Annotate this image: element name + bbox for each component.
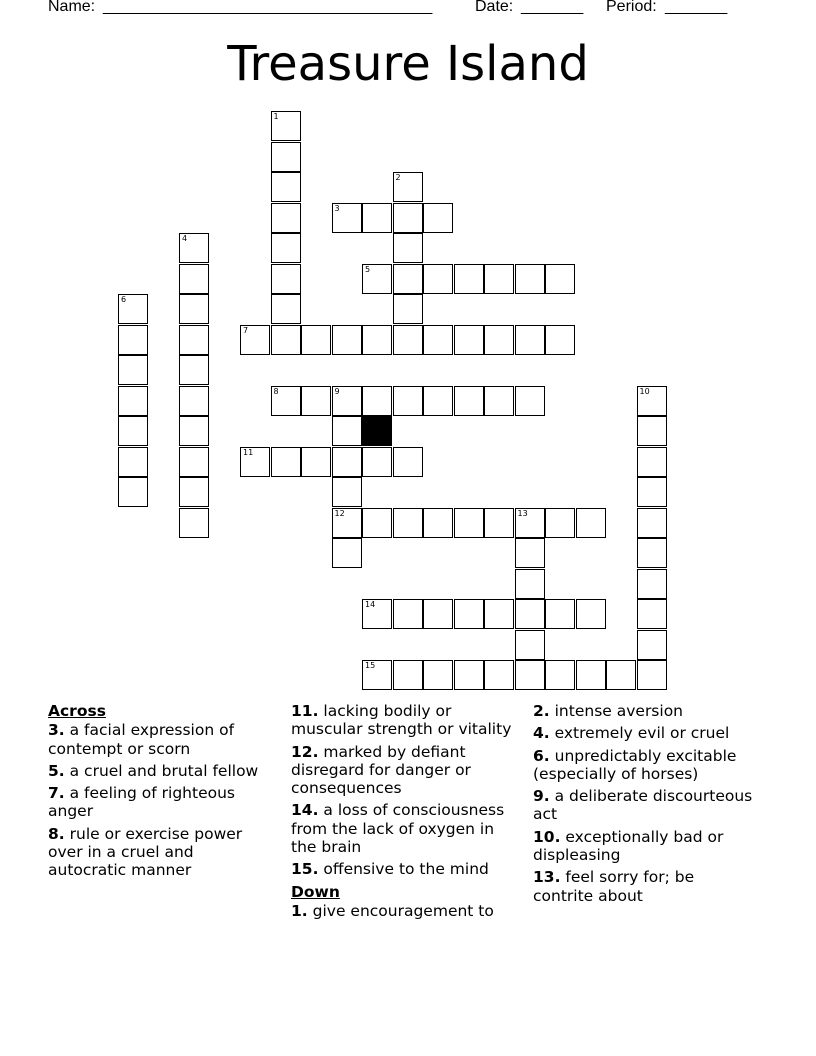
clue-text: rule or exercise power over in a cruel and autocratic manner (48, 824, 243, 880)
grid-cell[interactable] (545, 660, 575, 690)
grid-cell[interactable] (271, 111, 301, 141)
clue-text: a cruel and brutal fellow (69, 761, 259, 780)
grid-cell[interactable] (362, 508, 392, 538)
clue-text: intense aversion (554, 702, 683, 720)
grid-cell[interactable] (362, 264, 392, 294)
grid-cell[interactable] (637, 386, 667, 416)
clue-across-8 (48, 825, 273, 880)
grid-cell[interactable] (118, 355, 148, 385)
name-field[interactable]: _____________________________________ (103, 0, 433, 15)
clue-number: 1. (291, 901, 308, 920)
cell-number: 1 (273, 112, 279, 121)
grid-cell[interactable] (393, 386, 423, 416)
grid-cell[interactable] (515, 386, 545, 416)
grid-cell[interactable] (271, 386, 301, 416)
grid-cell[interactable] (332, 325, 362, 355)
grid-cell[interactable] (637, 508, 667, 538)
grid-cell[interactable] (393, 325, 423, 355)
grid-cell[interactable] (332, 508, 362, 538)
grid-cell[interactable] (393, 447, 423, 477)
clue-number: 5. (48, 761, 65, 780)
grid-cell[interactable] (484, 599, 514, 629)
grid-cell[interactable] (515, 325, 545, 355)
student-info-header (0, 0, 816, 22)
grid-cell[interactable] (179, 386, 209, 416)
clue-down-10 (533, 828, 758, 865)
grid-cell[interactable] (484, 325, 514, 355)
grid-cell[interactable] (271, 142, 301, 172)
grid-cell[interactable] (179, 508, 209, 538)
clue-across-7 (48, 784, 273, 821)
name-label: Name: (48, 0, 96, 15)
grid-cell[interactable] (454, 325, 484, 355)
grid-cell[interactable] (423, 599, 453, 629)
clue-column-1 (48, 702, 273, 884)
grid-cell[interactable] (118, 386, 148, 416)
grid-cell[interactable] (362, 599, 392, 629)
clue-text: a loss of consciousness from the lack of oxygen in the brain (291, 801, 505, 857)
grid-cell[interactable] (545, 508, 575, 538)
grid-cell[interactable] (637, 630, 667, 660)
grid-cell[interactable] (118, 325, 148, 355)
grid-cell[interactable] (362, 203, 392, 233)
grid-cell[interactable] (515, 538, 545, 568)
puzzle-title: Treasure Island (227, 36, 589, 92)
grid-cell[interactable] (240, 447, 270, 477)
grid-cell[interactable] (118, 447, 148, 477)
grid-cell[interactable] (484, 660, 514, 690)
clue-across-14 (291, 801, 523, 856)
grid-cell[interactable] (545, 325, 575, 355)
grid-cell[interactable] (423, 264, 453, 294)
grid-cell[interactable] (454, 660, 484, 690)
grid-cell[interactable] (393, 264, 423, 294)
grid-cell[interactable] (423, 660, 453, 690)
grid-cell[interactable] (179, 294, 209, 324)
grid-cell[interactable] (301, 325, 331, 355)
cell-number: 6 (121, 295, 127, 304)
clue-text: a feeling of righteous anger (48, 784, 235, 821)
clue-number: 12. (291, 742, 319, 761)
clue-number: 10. (533, 827, 561, 846)
clue-number: 9. (533, 787, 550, 806)
grid-cell[interactable] (515, 508, 545, 538)
clue-text: offensive to the mind (323, 860, 489, 879)
clue-number: 3. (48, 721, 65, 740)
cell-number: 11 (243, 447, 254, 457)
clue-column-2 (291, 702, 523, 924)
cell-number: 12 (334, 508, 345, 518)
clue-across-15 (291, 860, 523, 878)
grid-cell[interactable] (606, 660, 636, 690)
clue-down-4 (533, 724, 758, 742)
clue-text: a deliberate discourteous act (533, 787, 753, 824)
cell-number: 7 (243, 325, 249, 335)
clue-text: extremely evil or cruel (554, 724, 730, 743)
cell-number: 5 (365, 264, 371, 274)
black-square (362, 416, 392, 446)
grid-cell[interactable] (179, 325, 209, 355)
cell-number: 13 (517, 508, 528, 518)
grid-cell[interactable] (332, 416, 362, 446)
grid-cell[interactable] (393, 233, 423, 263)
clue-down-13 (533, 868, 758, 905)
cell-number: 8 (273, 386, 279, 396)
clue-across-11 (291, 702, 523, 739)
grid-cell[interactable] (179, 416, 209, 446)
grid-cell[interactable] (423, 508, 453, 538)
clue-column-3 (533, 702, 758, 909)
clue-text: marked by defiant disregard for danger or consequences (291, 742, 471, 798)
clue-number: 13. (533, 868, 561, 887)
clue-number: 7. (48, 784, 65, 803)
grid-cell[interactable] (393, 599, 423, 629)
clue-across-12 (291, 743, 523, 798)
grid-cell[interactable] (484, 386, 514, 416)
cell-number: 4 (182, 234, 188, 243)
clue-number: 2. (533, 702, 550, 720)
grid-cell[interactable] (332, 386, 362, 416)
clue-number: 14. (291, 801, 319, 820)
grid-cell[interactable] (637, 660, 667, 690)
grid-cell[interactable] (271, 233, 301, 263)
grid-cell[interactable] (637, 599, 667, 629)
grid-cell[interactable] (332, 538, 362, 568)
grid-cell[interactable] (576, 660, 606, 690)
clue-down-1 (291, 902, 523, 920)
clue-down-2 (533, 702, 758, 720)
grid-cell[interactable] (332, 203, 362, 233)
clue-across-5 (48, 762, 273, 780)
grid-cell[interactable] (362, 660, 392, 690)
cell-number: 15 (365, 661, 376, 670)
grid-cell[interactable] (515, 599, 545, 629)
grid-cell[interactable] (637, 569, 667, 599)
grid-cell[interactable] (576, 599, 606, 629)
clue-text: lacking bodily or muscular strength or vitality (291, 702, 512, 739)
clue-text: feel sorry for; be contrite about (533, 868, 695, 905)
grid-cell[interactable] (179, 477, 209, 507)
grid-cell[interactable] (637, 538, 667, 568)
clue-text: give encouragement to (312, 901, 494, 920)
grid-cell[interactable] (484, 264, 514, 294)
clue-down-6 (533, 747, 758, 784)
period-field[interactable]: _______ (665, 0, 728, 15)
cell-number: 10 (639, 386, 650, 396)
grid-cell[interactable] (515, 569, 545, 599)
grid-cell[interactable] (362, 386, 392, 416)
grid-cell[interactable] (454, 386, 484, 416)
clue-number: 15. (291, 860, 319, 879)
grid-cell[interactable] (515, 630, 545, 660)
grid-cell[interactable] (454, 264, 484, 294)
grid-cell[interactable] (454, 599, 484, 629)
clue-text: exceptionally bad or displeasing (533, 827, 724, 865)
grid-cell[interactable] (423, 203, 453, 233)
grid-cell[interactable] (332, 447, 362, 477)
grid-cell[interactable] (179, 447, 209, 477)
grid-cell[interactable] (362, 447, 392, 477)
grid-cell[interactable] (637, 447, 667, 477)
grid-cell[interactable] (271, 447, 301, 477)
down-heading: Down (291, 882, 340, 901)
grid-cell[interactable] (271, 264, 301, 294)
grid-cell[interactable] (423, 386, 453, 416)
grid-cell[interactable] (515, 264, 545, 294)
grid-cell[interactable] (118, 294, 148, 324)
grid-cell[interactable] (362, 325, 392, 355)
grid-cell[interactable] (637, 416, 667, 446)
cell-number: 2 (395, 173, 401, 182)
grid-cell[interactable] (423, 325, 453, 355)
grid-cell[interactable] (393, 508, 423, 538)
period-label: Period: (606, 0, 657, 15)
grid-cell[interactable] (545, 264, 575, 294)
grid-cell[interactable] (271, 203, 301, 233)
grid-cell[interactable] (179, 355, 209, 385)
date-field[interactable]: _______ (521, 0, 584, 15)
clue-number: 4. (533, 724, 550, 743)
grid-cell[interactable] (576, 508, 606, 538)
grid-cell[interactable] (301, 447, 331, 477)
grid-cell[interactable] (515, 660, 545, 690)
grid-cell[interactable] (484, 508, 514, 538)
across-heading: Across (48, 702, 106, 720)
clue-number: 8. (48, 824, 65, 843)
cell-number: 9 (334, 386, 340, 396)
grid-cell[interactable] (118, 416, 148, 446)
clue-down-9 (533, 787, 758, 824)
grid-cell[interactable] (271, 325, 301, 355)
grid-cell[interactable] (454, 508, 484, 538)
grid-cell[interactable] (393, 203, 423, 233)
clue-text: a facial expression of contempt or scorn (48, 721, 235, 758)
date-label: Date: (475, 0, 514, 15)
clue-text: unpredictably excitable (especially of horses) (533, 746, 737, 783)
grid-cell[interactable] (545, 599, 575, 629)
clue-number: 6. (533, 746, 550, 765)
grid-cell[interactable] (637, 477, 667, 507)
grid-cell[interactable] (301, 386, 331, 416)
grid-cell[interactable] (393, 294, 423, 324)
cell-number: 3 (334, 203, 340, 213)
grid-cell[interactable] (179, 264, 209, 294)
grid-cell[interactable] (118, 477, 148, 507)
cell-number: 14 (365, 600, 376, 609)
grid-cell[interactable] (393, 172, 423, 202)
grid-cell[interactable] (393, 660, 423, 690)
grid-cell[interactable] (179, 233, 209, 263)
grid-cell[interactable] (332, 477, 362, 507)
grid-cell[interactable] (271, 294, 301, 324)
clue-across-3 (48, 721, 273, 758)
grid-cell[interactable] (240, 325, 270, 355)
grid-cell[interactable] (271, 172, 301, 202)
clue-number: 11. (291, 702, 319, 720)
